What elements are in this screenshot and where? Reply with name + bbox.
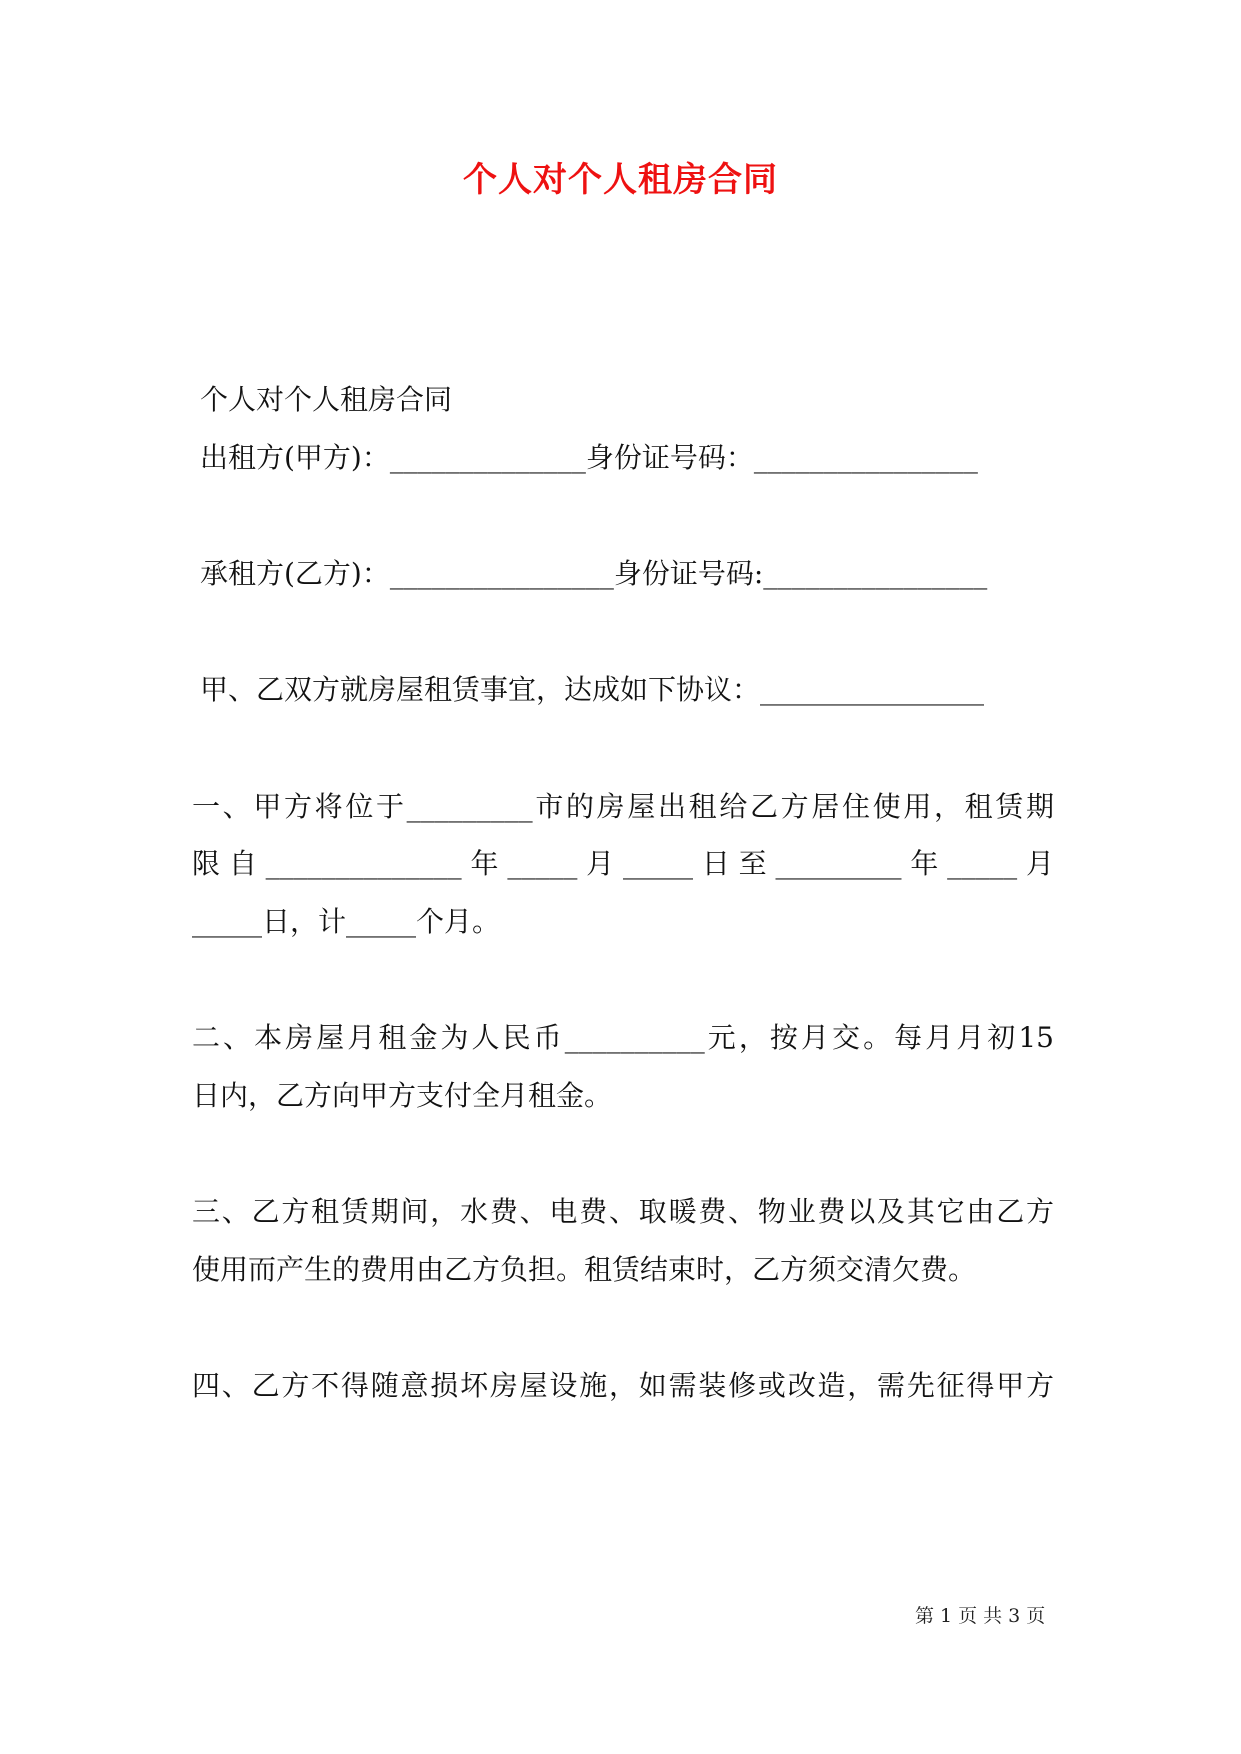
lessee-line: 承租方(乙方)：________________身份证号码:________________	[200, 557, 988, 590]
footer-total-pages: 3	[1008, 1605, 1021, 1627]
clause-3-line-2: 使用而产生的费用由乙方负担。租赁结束时，乙方须交清欠费。	[192, 1253, 977, 1286]
document-subtitle: 个人对个人租房合同	[200, 383, 453, 416]
footer-suffix: 页	[1026, 1605, 1046, 1627]
footer-total-word: 共	[983, 1605, 1003, 1627]
footer-page-word: 页	[958, 1605, 978, 1627]
document-title: 个人对个人租房合同	[463, 160, 778, 200]
footer-prefix: 第	[915, 1605, 935, 1627]
clause-1-line-3: _____日，计_____个月。	[192, 905, 501, 938]
clause-1-line-1: 一、甲方将位于_________市的房屋出租给乙方居住使用，租赁期	[192, 790, 1054, 823]
clause-3-line-1: 三、乙方租赁期间，水费、电费、取暖费、物业费以及其它由乙方	[192, 1195, 1054, 1228]
clause-4-line-1: 四、乙方不得随意损坏房屋设施，如需装修或改造，需先征得甲方	[192, 1369, 1054, 1402]
lessor-line: 出租方(甲方)：______________身份证号码：________________	[200, 441, 978, 474]
clause-2-line-2: 日内，乙方向甲方支付全月租金。	[192, 1079, 613, 1112]
footer-current-page: 1	[940, 1605, 953, 1627]
clause-2-line-1: 二、本房屋月租金为人民币__________元，按月交。每月月初15	[192, 1021, 1054, 1054]
page-footer	[912, 1604, 1048, 1628]
clause-1-line-2: 限自______________年_____月_____日至_________年_____月	[192, 847, 1054, 880]
agreement-intro-line: 甲、乙双方就房屋租赁事宜，达成如下协议：________________	[200, 673, 985, 706]
